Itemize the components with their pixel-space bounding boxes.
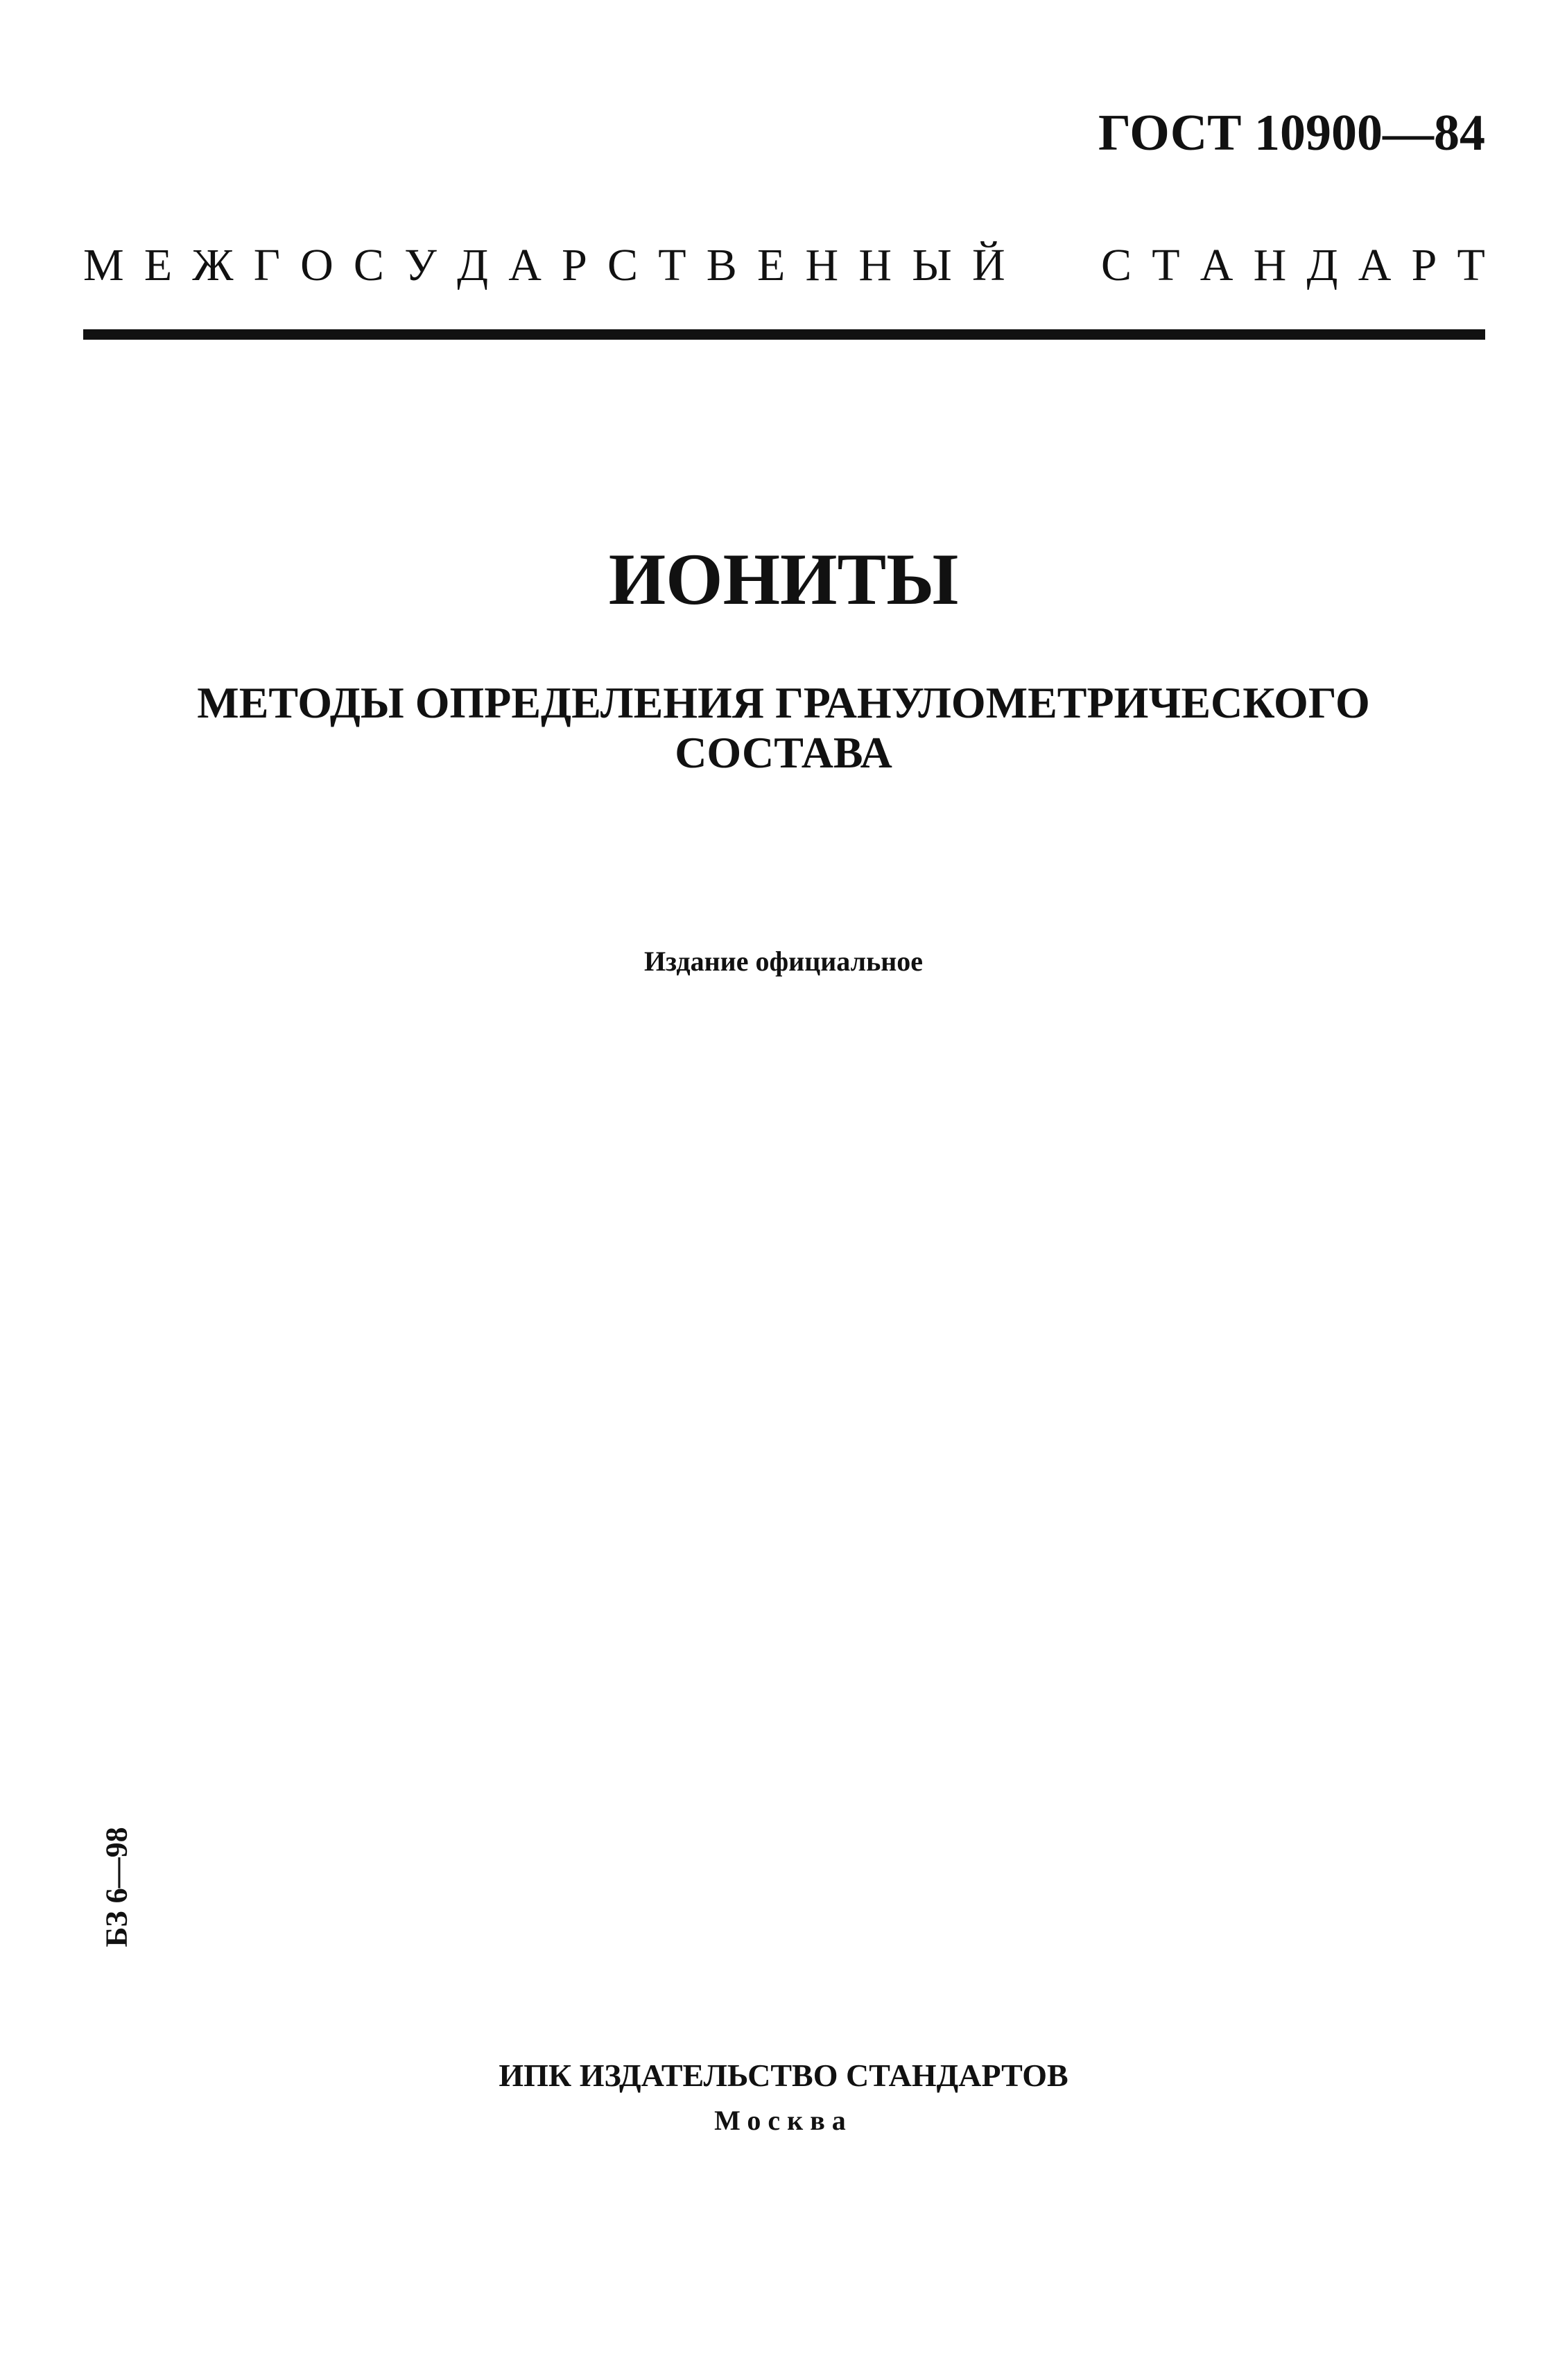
standard-type — [83, 239, 1485, 292]
document-title: ИОНИТЫ — [608, 539, 959, 620]
word-gap — [1025, 239, 1081, 292]
standard-type-letter: У — [404, 240, 437, 290]
subtitle-line: МЕТОДЫ ОПРЕДЕЛЕНИЯ ГРАНУЛОМЕТРИЧЕСКОГО — [197, 678, 1370, 727]
standard-type-letter: Н — [1253, 240, 1287, 290]
standard-type-letter: С — [1101, 240, 1132, 290]
standard-type-letter: Е — [144, 240, 173, 290]
publisher-city: Москва — [714, 2105, 853, 2136]
standard-type-letter: Д — [1306, 240, 1338, 290]
standard-type-letter: Р — [1411, 240, 1437, 290]
document-number: ГОСТ 10900—84 — [1098, 105, 1485, 162]
standard-type-letter: Т — [1152, 240, 1180, 290]
standard-type-letter: А — [508, 240, 542, 290]
standard-type-letter: Т — [1457, 240, 1485, 290]
standard-type-letter: Е — [757, 240, 786, 290]
standard-type-letter: Й — [971, 240, 1005, 290]
standard-type-letter: Н — [858, 240, 892, 290]
standard-type-letter: Ы — [912, 240, 952, 290]
subtitle-line: СОСТАВА — [675, 728, 892, 777]
standard-type-letter: Г — [253, 240, 280, 290]
standard-type-letter: О — [300, 240, 334, 290]
header-rule — [83, 329, 1485, 340]
standard-type-letter: А — [1200, 240, 1233, 290]
standard-type-letter: А — [1358, 240, 1392, 290]
document-subtitle — [0, 678, 1567, 778]
standard-type-letter: С — [353, 240, 384, 290]
standard-type-letter: Р — [562, 240, 587, 290]
standard-type-letter: М — [83, 240, 124, 290]
standard-type-letter: Д — [457, 240, 489, 290]
standard-type-letter: В — [706, 240, 737, 290]
side-code: БЗ 6—98 — [99, 1827, 134, 1947]
publisher-name: ИПК ИЗДАТЕЛЬСТВО СТАНДАРТОВ — [499, 2058, 1068, 2093]
standard-type-letter: Ж — [192, 240, 234, 290]
standard-type-letter: Т — [658, 240, 686, 290]
edition-label: Издание официальное — [643, 946, 924, 977]
standard-type-letter: С — [607, 240, 639, 290]
standard-type-letter: Н — [805, 240, 839, 290]
